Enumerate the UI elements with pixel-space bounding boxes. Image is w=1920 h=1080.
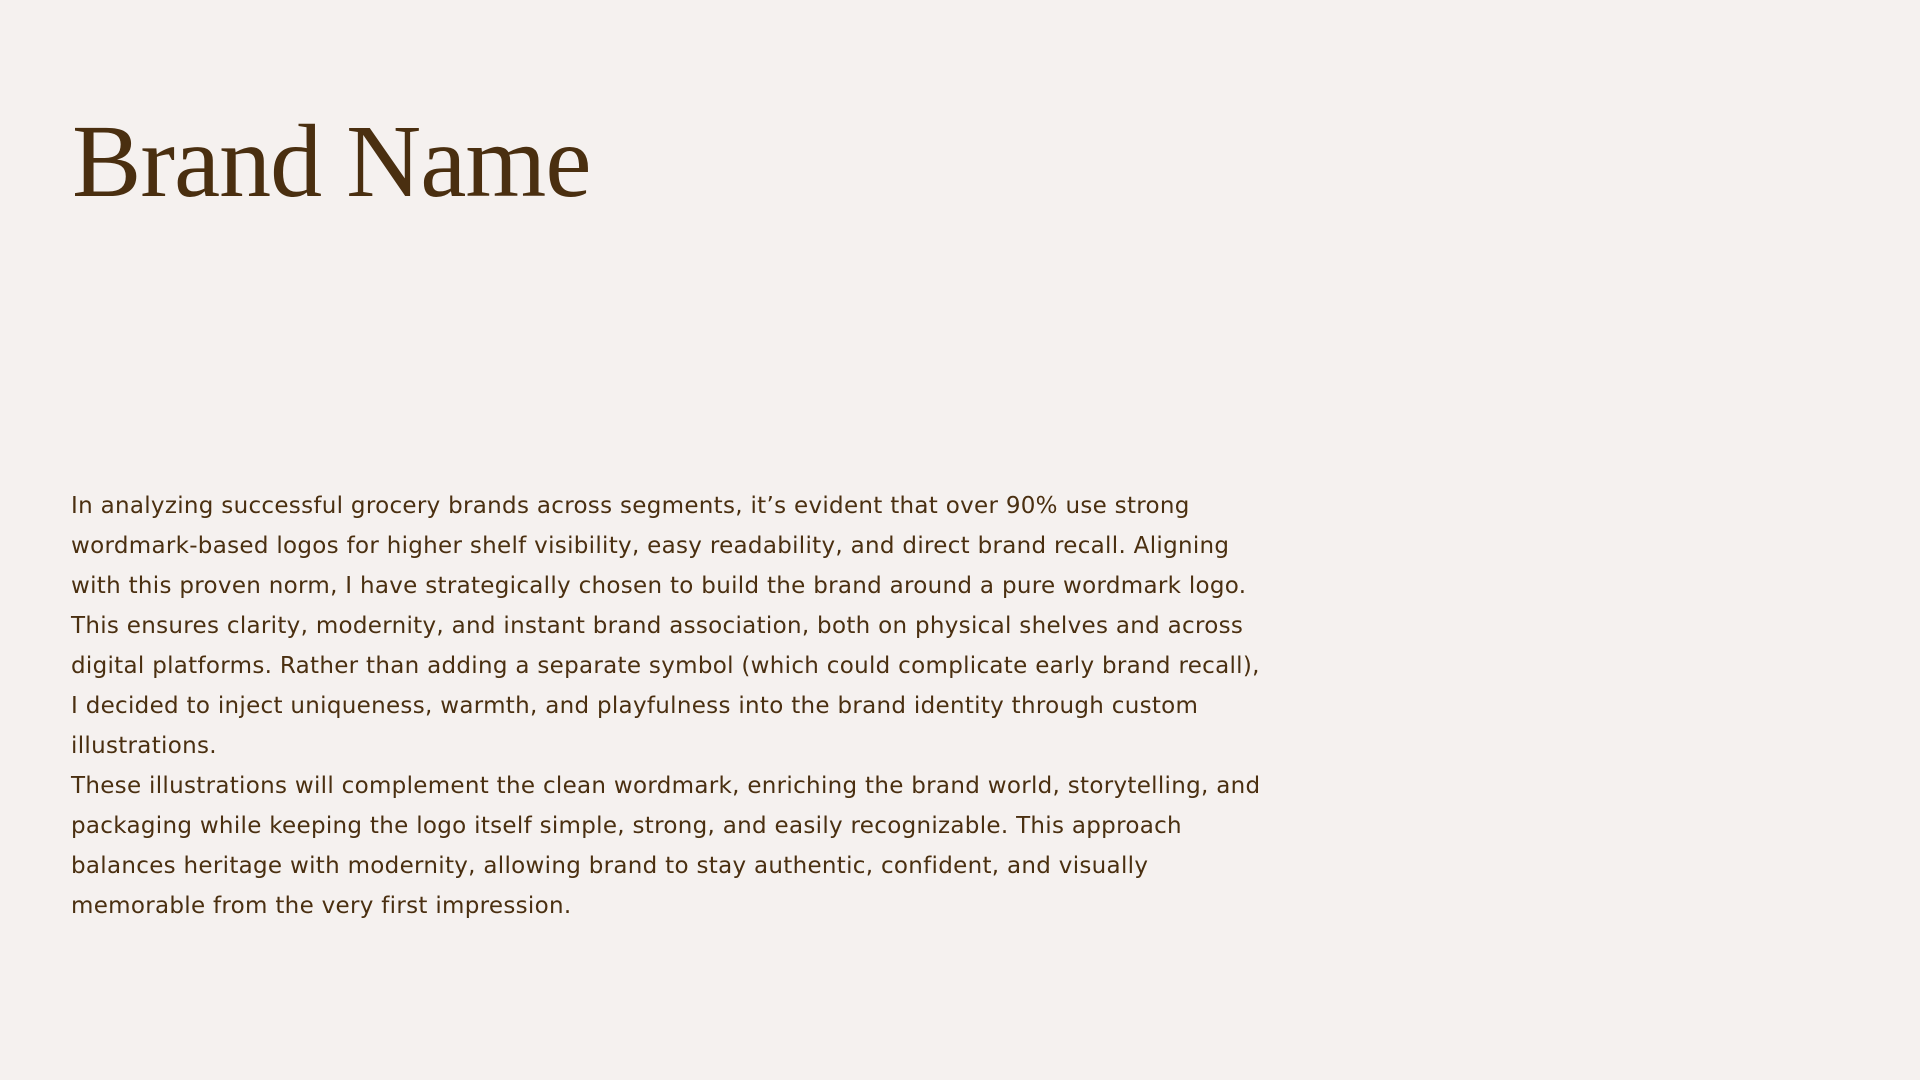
paragraph-3: These illustrations will complement the clean wordmark, enriching the brand world, storytelling, and packaging while keeping the logo itself simple, strong, and easily recognizable. This approach balances heritage with modernity, allowing brand to stay authentic, confident, and visually memorable from the very first impression. xyxy=(71,773,1261,919)
brand-name-title: Brand Name xyxy=(72,104,591,219)
paragraph-2: This ensures clarity, modernity, and instant brand association, both on physical shelves and across digital platforms. Rather than adding a separate symbol (which could complicate early brand recall), I decided to inject uniqueness, warmth, and playfulness into the brand identity through custom illustrations. xyxy=(71,613,1260,759)
paragraph-1: In analyzing successful grocery brands across segments, it’s evident that over 90% use strong wordmark-based logos for higher shelf visibility, easy readability, and direct brand recall. Aligning with this proven norm, I have strategically chosen to build the brand around a pure wordmark logo. xyxy=(71,493,1247,599)
body-copy xyxy=(71,486,1271,926)
